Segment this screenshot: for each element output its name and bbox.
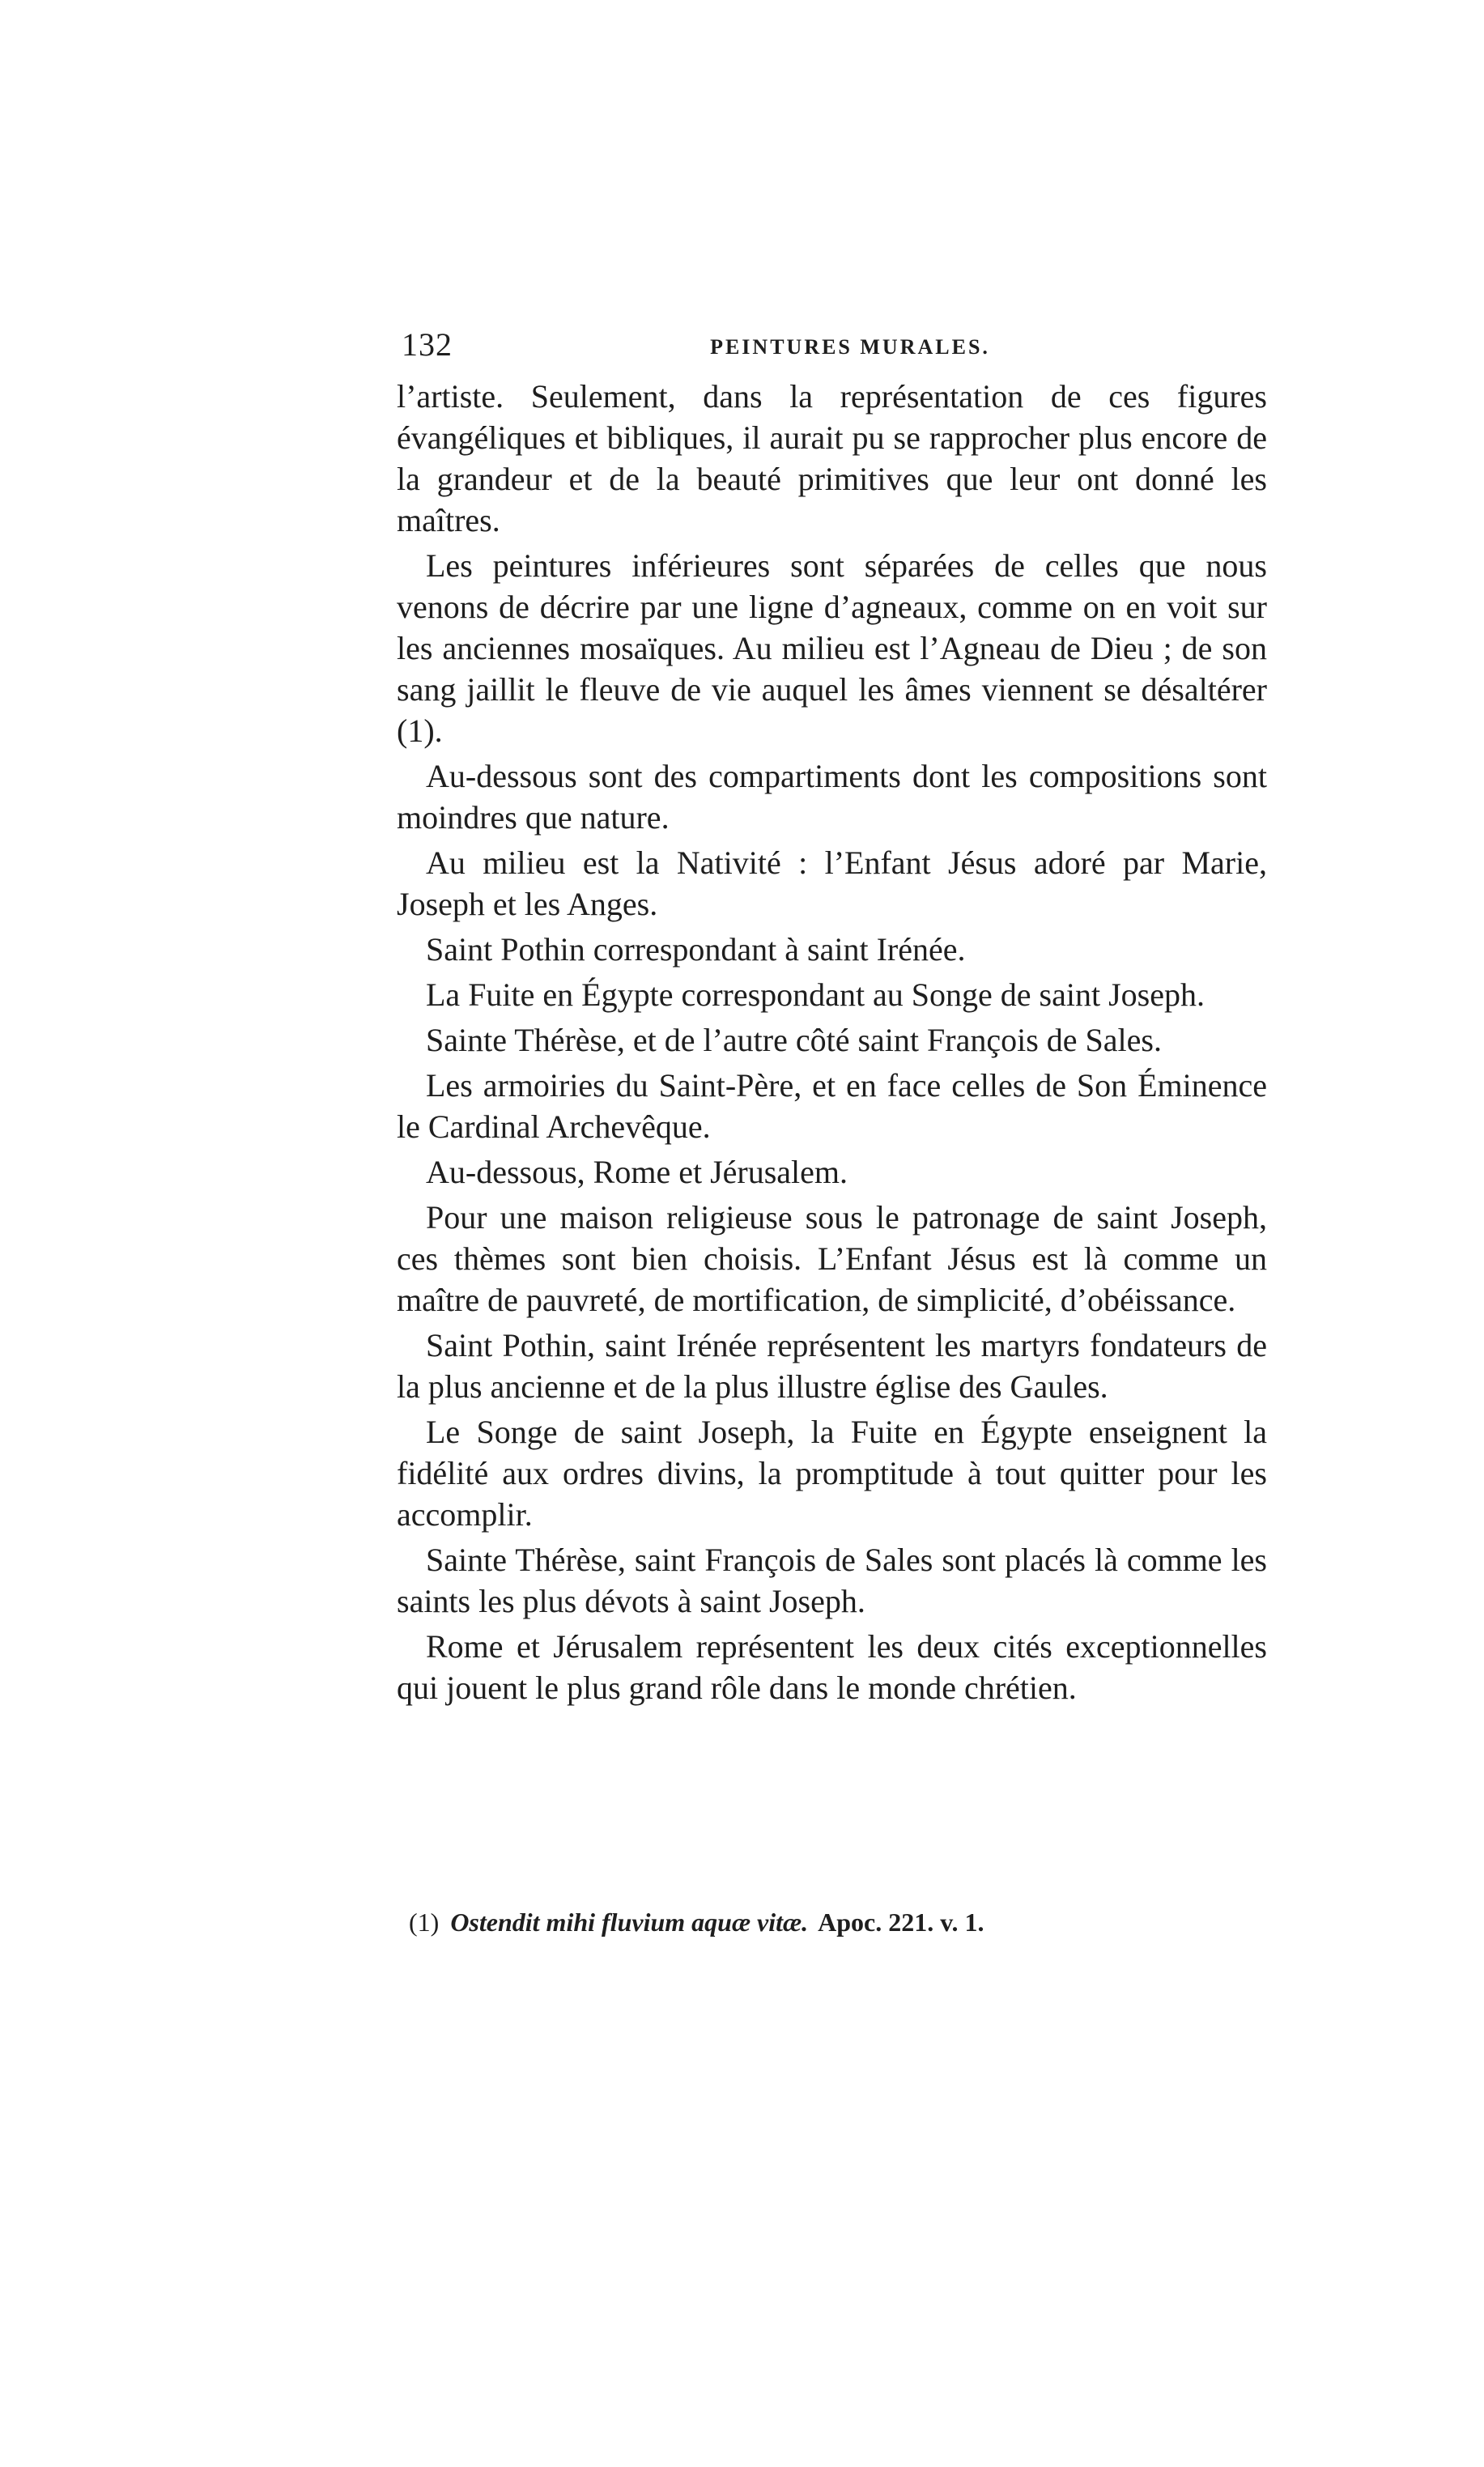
paragraph: Au milieu est la Nativité : l’Enfant Jésus adoré par Marie, Joseph et les Anges. (397, 844, 1267, 922)
paragraph: Sainte Thérèse, et de l’autre côté saint François de Sales. (426, 1022, 1162, 1058)
paragraph: Pour une maison religieuse sous le patronage de saint Joseph, ces thèmes sont bien choisis. L’Enfant Jésus est là comme un maître de pauvreté, de mortification, de simplicité, d’obéissance. (397, 1199, 1267, 1318)
paragraph: Saint Pothin, saint Irénée représentent les martyrs fondateurs de la plus ancienne et de la plus illustre église des Gaules. (397, 1327, 1267, 1405)
paragraph: La Fuite en Égypte correspondant au Songe de saint Joseph. (426, 976, 1205, 1013)
paragraph: Sainte Thérèse, saint François de Sales sont placés là comme les saints les plus dévots à saint Joseph. (397, 1542, 1267, 1619)
body-text (397, 376, 1267, 1712)
footnote-reference: Apoc. 221. v. 1. (818, 1908, 984, 1937)
footnote-latin-quote: Ostendit mihi fluvium aquæ vitæ. (450, 1908, 809, 1937)
footnote (409, 1902, 1267, 1942)
running-head: PEINTURES MURALES. (710, 335, 990, 359)
paragraph: Rome et Jérusalem représentent les deux cités exceptionnelles qui jouent le plus grand rôle dans le monde chrétien. (397, 1628, 1267, 1706)
footnote-marker: (1) (409, 1908, 440, 1937)
paragraph: Les armoiries du Saint-Père, et en face celles de Son Éminence le Cardinal Archevêque. (397, 1067, 1267, 1145)
paragraph: l’artiste. Seulement, dans la représentation de ces figures évangéliques et bibliques, il aurait pu se rapprocher plus encore de la grandeur et de la beauté primitives que leur ont donné les maîtres. (397, 378, 1267, 538)
paragraph: Au-dessous, Rome et Jérusalem. (426, 1154, 848, 1190)
paragraph: Les peintures inférieures sont séparées de celles que nous venons de décrire par une ligne d’agneaux, comme on en voit sur les anciennes mosaïques. Au milieu est l’Agneau de Dieu ; de son sang jaillit le fleuve de vie auquel les âmes viennent se désaltérer (1). (397, 547, 1267, 749)
page-number: 132 (402, 326, 453, 363)
paragraph: Saint Pothin correspondant à saint Irénée. (426, 931, 966, 968)
page-header (397, 322, 1303, 371)
paragraph: Au-dessous sont des compartiments dont les compositions sont moindres que nature. (397, 758, 1267, 836)
paragraph: Le Songe de saint Joseph, la Fuite en Égypte enseignent la fidélité aux ordres divins, la promptitude à tout quitter pour les accomplir. (397, 1414, 1267, 1533)
